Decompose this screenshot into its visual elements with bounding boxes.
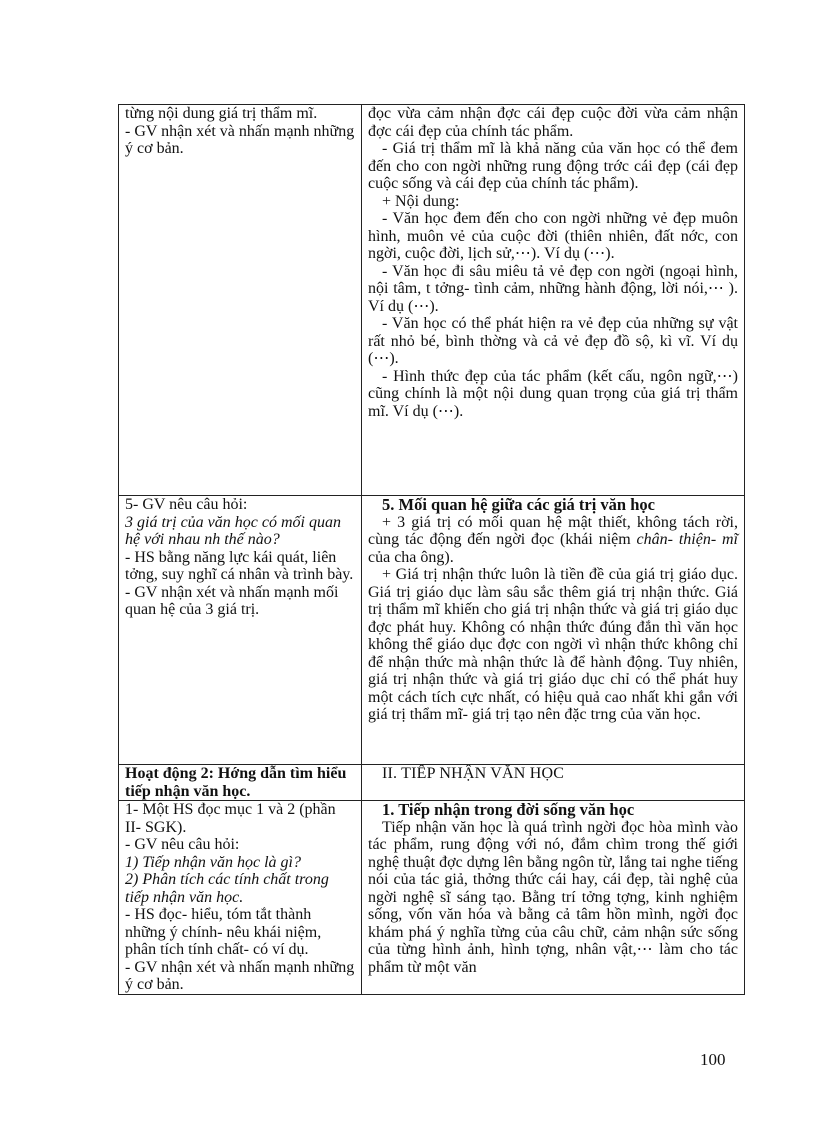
page-number: 100 bbox=[700, 1050, 726, 1069]
question-text: 3 giá trị của văn học có mối quan hệ với nhau nh thế nào? bbox=[125, 513, 341, 548]
table-row bbox=[119, 801, 745, 995]
lesson-table bbox=[118, 104, 745, 995]
cell-line: - HS đọc- hiểu, tóm tắt thành những ý chính- nêu khái niệm, phân tích tính chất- có ví dụ. bbox=[125, 906, 322, 958]
content-text: + 3 giá trị có mối quan hệ mật thiết, không tách rời, cùng tác động đến ngời đọc (khái niệm bbox=[368, 513, 738, 548]
activity-heading: Hoạt động 2: Hớng dẫn tìm hiểu tiếp nhận văn học. bbox=[125, 765, 347, 800]
cell-line: - GV nêu câu hỏi: bbox=[125, 836, 240, 853]
question-text: 2) Phân tích các tính chất trong tiếp nhận văn học. bbox=[125, 871, 329, 906]
cell-line: - HS bằng năng lực kái quát, liên tởng, suy nghĩ cá nhân và trình bày. bbox=[125, 548, 354, 583]
table-row bbox=[119, 765, 745, 801]
cell-line: 1- Một HS đọc mục 1 và 2 (phần II- SGK). bbox=[125, 801, 336, 836]
content-line: - Văn học đi sâu miêu tả vẻ đẹp con ngời (ngoại hình, nội tâm, t tởng- tình cảm, những hành động, lời nói,⋯ ). Ví dụ (⋯). bbox=[368, 262, 738, 315]
content-line: - Giá trị thẩm mĩ là khả năng của văn học có thể đem đến cho con ngời những rung động trớc cái đẹp (cái đẹp cuộc sống và cái đẹp của chính tác phẩm). bbox=[368, 140, 738, 192]
table-row bbox=[119, 496, 745, 765]
content-line: + Nội dung: bbox=[382, 192, 460, 210]
section-heading: 5. Mối quan hệ giữa các giá trị văn học bbox=[382, 495, 655, 514]
question-text: 1) Tiếp nhận văn học là gì? bbox=[125, 853, 301, 871]
cell-line: - GV nhận xét và nhấn mạnh những ý cơ bản. bbox=[125, 122, 355, 157]
activity-cell bbox=[119, 801, 362, 995]
cell-line: 5- GV nêu câu hỏi: bbox=[125, 496, 248, 513]
cell-line: từng nội dung giá trị thẩm mĩ. bbox=[125, 105, 318, 122]
content-line: + Giá trị nhận thức luôn là tiền đề của giá trị giáo dục. Giá trị giáo dục làm sâu sắc thêm giá trị nhận thức. Giá trị thẩm mĩ khiến cho giá trị nhận thức và giá trị giáo dục đợc phát huy. Không có nhận thức đúng đắn thì văn học không thể giáo dục đợc con ngời vì nhận thức không chỉ để nhận thức mà nhận thức là để hành động. Tuy nhiên, giá trị nhận thức và giá trị giáo dục chỉ có thể phát huy một cách tích cực nhất, có hiệu quả cao nhất khi gắn với giá trị thẩm mĩ- giá trị tạo nên đặc trng của văn học. bbox=[368, 566, 738, 723]
table-row bbox=[119, 105, 745, 496]
cell-line: - GV nhận xét và nhấn mạnh những ý cơ bản. bbox=[125, 958, 355, 993]
content-line: đọc vừa cảm nhận đợc cái đẹp cuộc đời vừa cảm nhận đợc cái đẹp của chính tác phẩm. bbox=[368, 105, 738, 140]
content-line: Tiếp nhận văn học là quá trình ngời đọc hòa mình vào tác phẩm, rung động với nó, đắm chìm trong thế giới nghệ thuật đợc dựng lên bằng ngôn từ, lắng tai nghe tiếng nói của tác giả, thởng thức cái hay, cái đẹp, tài nghệ của ngời nghệ sĩ sáng tạo. Bằng trí tởng tợng, kinh nghiệm sống, vốn văn hóa và bằng cả tâm hồn mình, ngời đọc khám phá ý nghĩa từng của câu chữ, cảm nhận sức sống của từng hình ảnh, hình tợng, nhân vật,⋯ làm cho tác phẩm từ một văn bbox=[368, 818, 738, 976]
content-cell bbox=[362, 765, 745, 801]
content-line bbox=[368, 514, 738, 567]
content-text: của cha ông). bbox=[368, 548, 454, 566]
content-line: - Văn học có thể phát hiện ra vẻ đẹp của những sự vật rất nhỏ bé, bình thờng và cả vẻ đẹp đồ sộ, kì vĩ. Ví dụ (⋯). bbox=[368, 315, 738, 367]
activity-cell bbox=[119, 765, 362, 801]
activity-cell bbox=[119, 496, 362, 765]
cell-line: - GV nhận xét và nhấn mạnh mối quan hệ của 3 giá trị. bbox=[125, 583, 339, 618]
content-cell bbox=[362, 801, 745, 995]
italic-term: chân- thiện- mĩ bbox=[636, 531, 738, 548]
content-line: - Văn học đem đến cho con ngời những vẻ đẹp muôn hình, muôn vẻ của cuộc đời (thiên nhiên, đất nớc, con ngời, cuộc đời, lịch sử,⋯). Ví dụ (⋯). bbox=[368, 210, 738, 262]
content-line: - Hình thức đẹp của tác phẩm (kết cấu, ngôn ngữ,⋯) cũng chính là một nội dung quan trọng của giá trị thẩm mĩ. Ví dụ (⋯). bbox=[368, 367, 738, 420]
content-cell bbox=[362, 496, 745, 765]
section-heading: 1. Tiếp nhận trong đời sống văn học bbox=[382, 800, 635, 819]
content-cell bbox=[362, 105, 745, 496]
part-heading: II. TIẾP NHẬN VĂN HỌC bbox=[382, 765, 565, 782]
activity-cell bbox=[119, 105, 362, 496]
